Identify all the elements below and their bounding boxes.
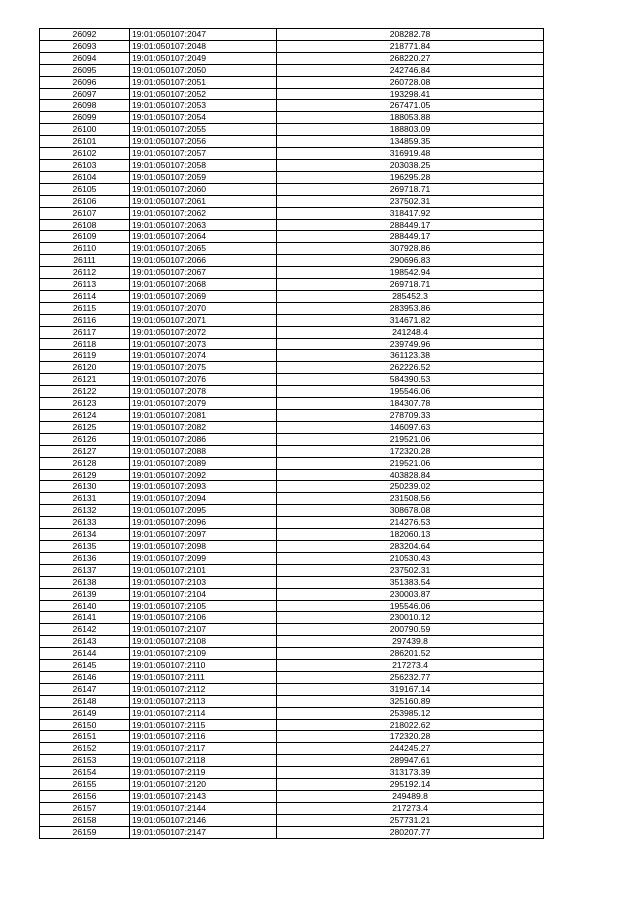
row-number-cell: 26136 — [40, 552, 130, 564]
cadastral-number-cell: 19:01:050107:2144 — [130, 802, 277, 814]
value-cell: 403828.84 — [277, 469, 544, 481]
row-number-cell: 26107 — [40, 207, 130, 219]
row-number-cell: 26118 — [40, 338, 130, 350]
cadastral-number-cell: 19:01:050107:2069 — [130, 290, 277, 302]
table-row — [40, 767, 544, 779]
cadastral-number-cell: 19:01:050107:2086 — [130, 433, 277, 445]
table-row — [40, 695, 544, 707]
value-cell: 318417.92 — [277, 207, 544, 219]
value-cell: 172320.28 — [277, 445, 544, 457]
table-row — [40, 529, 544, 541]
row-number-cell: 26096 — [40, 76, 130, 88]
cadastral-number-cell: 19:01:050107:2063 — [130, 219, 277, 231]
cadastral-number-cell: 19:01:050107:2053 — [130, 100, 277, 112]
table-row — [40, 540, 544, 552]
table-row — [40, 100, 544, 112]
table-row — [40, 624, 544, 636]
row-number-cell: 26126 — [40, 433, 130, 445]
row-number-cell: 26116 — [40, 314, 130, 326]
row-number-cell: 26120 — [40, 362, 130, 374]
value-cell: 269718.71 — [277, 183, 544, 195]
cadastral-number-cell: 19:01:050107:2070 — [130, 302, 277, 314]
cadastral-number-cell: 19:01:050107:2048 — [130, 40, 277, 52]
row-number-cell: 26137 — [40, 564, 130, 576]
value-cell: 288449.17 — [277, 219, 544, 231]
value-cell: 134859.35 — [277, 136, 544, 148]
cadastral-number-cell: 19:01:050107:2116 — [130, 731, 277, 743]
table-row — [40, 683, 544, 695]
cadastral-number-cell: 19:01:050107:2115 — [130, 719, 277, 731]
value-cell: 319167.14 — [277, 683, 544, 695]
table-row — [40, 183, 544, 195]
value-cell: 203038.25 — [277, 159, 544, 171]
row-number-cell: 26117 — [40, 326, 130, 338]
row-number-cell: 26122 — [40, 386, 130, 398]
table-row — [40, 421, 544, 433]
row-number-cell: 26098 — [40, 100, 130, 112]
table-row — [40, 350, 544, 362]
table-row — [40, 731, 544, 743]
value-cell: 351383.54 — [277, 576, 544, 588]
value-cell: 584390.53 — [277, 374, 544, 386]
table-row — [40, 29, 544, 41]
value-cell: 237502.31 — [277, 564, 544, 576]
row-number-cell: 26125 — [40, 421, 130, 433]
row-number-cell: 26130 — [40, 481, 130, 493]
row-number-cell: 26115 — [40, 302, 130, 314]
row-number-cell: 26158 — [40, 814, 130, 826]
cadastral-number-cell: 19:01:050107:2096 — [130, 517, 277, 529]
table-row — [40, 88, 544, 100]
row-number-cell: 26134 — [40, 529, 130, 541]
value-cell: 307928.86 — [277, 243, 544, 255]
row-number-cell: 26156 — [40, 791, 130, 803]
table-body — [40, 29, 544, 839]
table-row — [40, 588, 544, 600]
row-number-cell: 26102 — [40, 148, 130, 160]
table-row — [40, 564, 544, 576]
table-row — [40, 660, 544, 672]
value-cell: 198542.94 — [277, 267, 544, 279]
table-row — [40, 410, 544, 422]
cadastral-number-cell: 19:01:050107:2107 — [130, 624, 277, 636]
cadastral-number-cell: 19:01:050107:2109 — [130, 648, 277, 660]
cadastral-number-cell: 19:01:050107:2067 — [130, 267, 277, 279]
cadastral-number-cell: 19:01:050107:2120 — [130, 779, 277, 791]
document-page — [39, 28, 543, 839]
value-cell: 218771.84 — [277, 40, 544, 52]
row-number-cell: 26109 — [40, 231, 130, 243]
value-cell: 172320.28 — [277, 731, 544, 743]
value-cell: 195546.06 — [277, 600, 544, 612]
row-number-cell: 26103 — [40, 159, 130, 171]
table-row — [40, 433, 544, 445]
cadastral-number-cell: 19:01:050107:2078 — [130, 386, 277, 398]
table-row — [40, 362, 544, 374]
table-row — [40, 374, 544, 386]
value-cell: 193298.41 — [277, 88, 544, 100]
cadastral-number-cell: 19:01:050107:2104 — [130, 588, 277, 600]
cadastral-number-cell: 19:01:050107:2049 — [130, 52, 277, 64]
row-number-cell: 26094 — [40, 52, 130, 64]
cadastral-number-cell: 19:01:050107:2099 — [130, 552, 277, 564]
cadastral-number-cell: 19:01:050107:2061 — [130, 195, 277, 207]
row-number-cell: 26127 — [40, 445, 130, 457]
value-cell: 313173.39 — [277, 767, 544, 779]
cadastral-number-cell: 19:01:050107:2092 — [130, 469, 277, 481]
cadastral-number-cell: 19:01:050107:2074 — [130, 350, 277, 362]
value-cell: 196295.28 — [277, 171, 544, 183]
value-cell: 249489.8 — [277, 791, 544, 803]
row-number-cell: 26146 — [40, 671, 130, 683]
value-cell: 230010.12 — [277, 612, 544, 624]
cadastral-number-cell: 19:01:050107:2081 — [130, 410, 277, 422]
row-number-cell: 26148 — [40, 695, 130, 707]
row-number-cell: 26153 — [40, 755, 130, 767]
row-number-cell: 26105 — [40, 183, 130, 195]
table-row — [40, 398, 544, 410]
cadastral-number-cell: 19:01:050107:2095 — [130, 505, 277, 517]
cadastral-number-cell: 19:01:050107:2047 — [130, 29, 277, 41]
cadastral-number-cell: 19:01:050107:2114 — [130, 707, 277, 719]
table-row — [40, 207, 544, 219]
cadastral-number-cell: 19:01:050107:2056 — [130, 136, 277, 148]
row-number-cell: 26149 — [40, 707, 130, 719]
value-cell: 218022.62 — [277, 719, 544, 731]
table-row — [40, 457, 544, 469]
row-number-cell: 26141 — [40, 612, 130, 624]
row-number-cell: 26100 — [40, 124, 130, 136]
row-number-cell: 26143 — [40, 636, 130, 648]
row-number-cell: 26157 — [40, 802, 130, 814]
table-row — [40, 124, 544, 136]
value-cell: 188803.09 — [277, 124, 544, 136]
row-number-cell: 26097 — [40, 88, 130, 100]
row-number-cell: 26110 — [40, 243, 130, 255]
cadastral-number-cell: 19:01:050107:2066 — [130, 255, 277, 267]
row-number-cell: 26095 — [40, 64, 130, 76]
value-cell: 214276.53 — [277, 517, 544, 529]
row-number-cell: 26132 — [40, 505, 130, 517]
table-row — [40, 814, 544, 826]
table-row — [40, 469, 544, 481]
table-row — [40, 64, 544, 76]
table-row — [40, 302, 544, 314]
table-row — [40, 171, 544, 183]
value-cell: 278709.33 — [277, 410, 544, 422]
row-number-cell: 26139 — [40, 588, 130, 600]
table-row — [40, 505, 544, 517]
table-row — [40, 326, 544, 338]
value-cell: 231508.56 — [277, 493, 544, 505]
cadastral-number-cell: 19:01:050107:2105 — [130, 600, 277, 612]
value-cell: 283204.64 — [277, 540, 544, 552]
table-row — [40, 552, 544, 564]
row-number-cell: 26135 — [40, 540, 130, 552]
cadastral-number-cell: 19:01:050107:2108 — [130, 636, 277, 648]
value-cell: 280207.77 — [277, 826, 544, 838]
value-cell: 217273.4 — [277, 802, 544, 814]
cadastral-number-cell: 19:01:050107:2059 — [130, 171, 277, 183]
cadastral-number-cell: 19:01:050107:2098 — [130, 540, 277, 552]
table-row — [40, 636, 544, 648]
cadastral-number-cell: 19:01:050107:2050 — [130, 64, 277, 76]
value-cell: 239749.96 — [277, 338, 544, 350]
value-cell: 361123.38 — [277, 350, 544, 362]
row-number-cell: 26147 — [40, 683, 130, 695]
table-row — [40, 195, 544, 207]
cadastral-number-cell: 19:01:050107:2062 — [130, 207, 277, 219]
value-cell: 257731.21 — [277, 814, 544, 826]
cadastral-number-cell: 19:01:050107:2073 — [130, 338, 277, 350]
table-row — [40, 826, 544, 838]
cadastral-number-cell: 19:01:050107:2146 — [130, 814, 277, 826]
row-number-cell: 26131 — [40, 493, 130, 505]
row-number-cell: 26106 — [40, 195, 130, 207]
value-cell: 237502.31 — [277, 195, 544, 207]
cadastral-number-cell: 19:01:050107:2068 — [130, 279, 277, 291]
cadastral-number-cell: 19:01:050107:2119 — [130, 767, 277, 779]
value-cell: 253985.12 — [277, 707, 544, 719]
cadastral-number-cell: 19:01:050107:2093 — [130, 481, 277, 493]
value-cell: 256232.77 — [277, 671, 544, 683]
table-row — [40, 76, 544, 88]
value-cell: 217273.4 — [277, 660, 544, 672]
row-number-cell: 26152 — [40, 743, 130, 755]
table-row — [40, 159, 544, 171]
value-cell: 269718.71 — [277, 279, 544, 291]
cadastral-number-cell: 19:01:050107:2060 — [130, 183, 277, 195]
cadastral-number-cell: 19:01:050107:2111 — [130, 671, 277, 683]
cadastral-number-cell: 19:01:050107:2106 — [130, 612, 277, 624]
row-number-cell: 26129 — [40, 469, 130, 481]
value-cell: 208282.78 — [277, 29, 544, 41]
table-row — [40, 648, 544, 660]
value-cell: 244245.27 — [277, 743, 544, 755]
cadastral-number-cell: 19:01:050107:2143 — [130, 791, 277, 803]
row-number-cell: 26108 — [40, 219, 130, 231]
value-cell: 285452.3 — [277, 290, 544, 302]
table-row — [40, 779, 544, 791]
value-cell: 195546.06 — [277, 386, 544, 398]
value-cell: 210530.43 — [277, 552, 544, 564]
table-row — [40, 52, 544, 64]
row-number-cell: 26155 — [40, 779, 130, 791]
value-cell: 267471.05 — [277, 100, 544, 112]
cadastral-number-cell: 19:01:050107:2051 — [130, 76, 277, 88]
table-row — [40, 255, 544, 267]
value-cell: 260728.08 — [277, 76, 544, 88]
cadastral-number-cell: 19:01:050107:2065 — [130, 243, 277, 255]
row-number-cell: 26092 — [40, 29, 130, 41]
table-row — [40, 290, 544, 302]
row-number-cell: 26124 — [40, 410, 130, 422]
value-cell: 146097.63 — [277, 421, 544, 433]
cadastral-number-cell: 19:01:050107:2082 — [130, 421, 277, 433]
cadastral-number-cell: 19:01:050107:2103 — [130, 576, 277, 588]
table-row — [40, 719, 544, 731]
value-cell: 200790.59 — [277, 624, 544, 636]
value-cell: 182060.13 — [277, 529, 544, 541]
row-number-cell: 26133 — [40, 517, 130, 529]
row-number-cell: 26112 — [40, 267, 130, 279]
row-number-cell: 26093 — [40, 40, 130, 52]
cadastral-number-cell: 19:01:050107:2094 — [130, 493, 277, 505]
table-row — [40, 219, 544, 231]
value-cell: 325160.89 — [277, 695, 544, 707]
row-number-cell: 26128 — [40, 457, 130, 469]
row-number-cell: 26099 — [40, 112, 130, 124]
table-row — [40, 243, 544, 255]
table-row — [40, 493, 544, 505]
table-row — [40, 481, 544, 493]
table-row — [40, 445, 544, 457]
table-row — [40, 136, 544, 148]
cadastral-number-cell: 19:01:050107:2101 — [130, 564, 277, 576]
value-cell: 295192.14 — [277, 779, 544, 791]
cadastral-number-cell: 19:01:050107:2058 — [130, 159, 277, 171]
row-number-cell: 26114 — [40, 290, 130, 302]
row-number-cell: 26101 — [40, 136, 130, 148]
table-row — [40, 279, 544, 291]
table-row — [40, 576, 544, 588]
value-cell: 297439.8 — [277, 636, 544, 648]
value-cell: 230003.87 — [277, 588, 544, 600]
row-number-cell: 26138 — [40, 576, 130, 588]
cadastral-number-cell: 19:01:050107:2057 — [130, 148, 277, 160]
cadastral-number-cell: 19:01:050107:2089 — [130, 457, 277, 469]
cadastral-number-cell: 19:01:050107:2113 — [130, 695, 277, 707]
value-cell: 188053.88 — [277, 112, 544, 124]
table-row — [40, 148, 544, 160]
value-cell: 316919.48 — [277, 148, 544, 160]
table-row — [40, 517, 544, 529]
row-number-cell: 26119 — [40, 350, 130, 362]
table-row — [40, 612, 544, 624]
cadastral-number-cell: 19:01:050107:2097 — [130, 529, 277, 541]
cadastral-number-cell: 19:01:050107:2076 — [130, 374, 277, 386]
value-cell: 289947.61 — [277, 755, 544, 767]
row-number-cell: 26104 — [40, 171, 130, 183]
value-cell: 250239.02 — [277, 481, 544, 493]
value-cell: 286201.52 — [277, 648, 544, 660]
cadastral-number-cell: 19:01:050107:2055 — [130, 124, 277, 136]
table-row — [40, 314, 544, 326]
table-row — [40, 386, 544, 398]
table-row — [40, 791, 544, 803]
row-number-cell: 26111 — [40, 255, 130, 267]
row-number-cell: 26150 — [40, 719, 130, 731]
table-row — [40, 112, 544, 124]
table-row — [40, 267, 544, 279]
cadastral-number-cell: 19:01:050107:2112 — [130, 683, 277, 695]
cadastral-number-cell: 19:01:050107:2075 — [130, 362, 277, 374]
row-number-cell: 26159 — [40, 826, 130, 838]
value-cell: 241248.4 — [277, 326, 544, 338]
row-number-cell: 26140 — [40, 600, 130, 612]
table-row — [40, 671, 544, 683]
table-row — [40, 743, 544, 755]
table-row — [40, 338, 544, 350]
cadastral-values-table — [39, 28, 544, 839]
cadastral-number-cell: 19:01:050107:2079 — [130, 398, 277, 410]
cadastral-number-cell: 19:01:050107:2071 — [130, 314, 277, 326]
cadastral-number-cell: 19:01:050107:2072 — [130, 326, 277, 338]
value-cell: 314671.82 — [277, 314, 544, 326]
value-cell: 262226.52 — [277, 362, 544, 374]
row-number-cell: 26145 — [40, 660, 130, 672]
table-row — [40, 231, 544, 243]
value-cell: 290696.83 — [277, 255, 544, 267]
value-cell: 219521.06 — [277, 433, 544, 445]
value-cell: 242746.84 — [277, 64, 544, 76]
table-row — [40, 600, 544, 612]
table-row — [40, 755, 544, 767]
row-number-cell: 26151 — [40, 731, 130, 743]
cadastral-number-cell: 19:01:050107:2052 — [130, 88, 277, 100]
cadastral-number-cell: 19:01:050107:2117 — [130, 743, 277, 755]
table-row — [40, 40, 544, 52]
cadastral-number-cell: 19:01:050107:2064 — [130, 231, 277, 243]
cadastral-number-cell: 19:01:050107:2110 — [130, 660, 277, 672]
row-number-cell: 26123 — [40, 398, 130, 410]
cadastral-number-cell: 19:01:050107:2088 — [130, 445, 277, 457]
value-cell: 184307.78 — [277, 398, 544, 410]
row-number-cell: 26113 — [40, 279, 130, 291]
cadastral-number-cell: 19:01:050107:2118 — [130, 755, 277, 767]
cadastral-number-cell: 19:01:050107:2054 — [130, 112, 277, 124]
row-number-cell: 26154 — [40, 767, 130, 779]
row-number-cell: 26142 — [40, 624, 130, 636]
value-cell: 308678.08 — [277, 505, 544, 517]
row-number-cell: 26121 — [40, 374, 130, 386]
value-cell: 283953.86 — [277, 302, 544, 314]
table-row — [40, 707, 544, 719]
row-number-cell: 26144 — [40, 648, 130, 660]
value-cell: 268220.27 — [277, 52, 544, 64]
cadastral-number-cell: 19:01:050107:2147 — [130, 826, 277, 838]
value-cell: 288449.17 — [277, 231, 544, 243]
value-cell: 219521.06 — [277, 457, 544, 469]
table-row — [40, 802, 544, 814]
